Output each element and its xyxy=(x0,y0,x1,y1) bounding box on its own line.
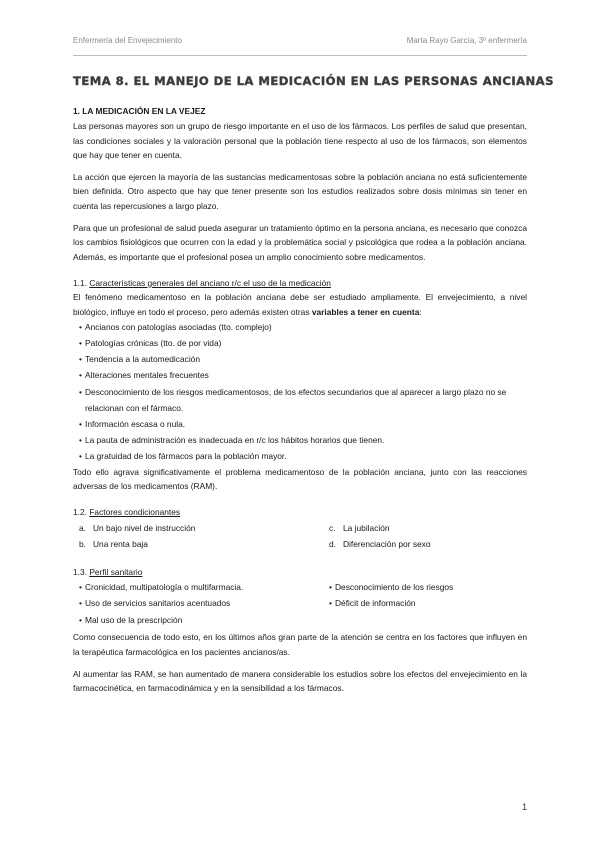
subsection-1-1-closing: Todo ello agrava significativamente el problema medicamentoso de la población anciana, junto con las reacciones adversas de los medicamentos (RAM). xyxy=(73,466,527,491)
subsection-1-3-heading xyxy=(73,565,527,579)
list-item: • Patologías crónicas (tto. de por vida) xyxy=(79,335,527,351)
page-header xyxy=(73,36,527,45)
subsection-1-1-intro xyxy=(73,290,527,319)
subsection-1-1-number: 1.1. xyxy=(73,277,87,288)
list-item: • La gratuidad de los fármacos para la población mayor. xyxy=(79,448,527,464)
list-item xyxy=(323,536,527,553)
subsection-1-2-title: Factores condicionantes xyxy=(89,507,181,518)
variables-list xyxy=(73,319,527,465)
header-course: Enfermería del Envejecimiento xyxy=(73,36,182,45)
document-title: TEMA 8. EL MANEJO DE LA MEDICACIÓN EN LAS PERSONAS ANCIANAS xyxy=(73,74,554,88)
list-item xyxy=(73,536,323,553)
list-item: • Ancianos con patologías asociadas (tto. complejo) xyxy=(79,319,527,335)
item-letter: a. xyxy=(79,522,86,533)
list-item: • La pauta de administración es inadecuada en r/c los hábitos horarios que tienen. xyxy=(79,432,527,448)
list-item: • Uso de servicios sanitarios acentuados xyxy=(79,595,329,612)
list-item: • Desconocimiento de los riesgos medicamentosos, de los efectos secundarios que al aparecer a largo plazo no se relacionan con el fármaco. xyxy=(79,384,527,416)
list-item: • Alteraciones mentales frecuentes xyxy=(79,367,527,383)
page-number: 1 xyxy=(521,802,527,812)
factors-list xyxy=(73,520,527,553)
section-1-paragraph-2: La acción que ejercen la mayoría de las sustancias medicamentosas sobre la población anciana no está suficientemente bien definida. Otro aspecto que hay que tener presente son los estudios realizados sobre dosis mínimas sin tener en cuenta las repercusiones a largo plazo. xyxy=(73,172,527,211)
subsection-1-2-number: 1.2. xyxy=(73,507,87,518)
list-item: • Mal uso de la prescripción xyxy=(79,612,329,629)
item-letter: c. xyxy=(329,522,336,533)
list-item: • Déficit de información xyxy=(329,595,533,612)
section-1-paragraph-3: Para que un profesional de salud pueda asegurar un tratamiento óptimo en la persona anciana, es necesario que conozca los cambios fisiológicos que ocurren con la edad y la problemática social y psicológica que rodea a la población anciana. Además, es importante que el profesional posea un amplio conocimiento sobre medicamentos. xyxy=(73,223,527,262)
header-divider xyxy=(73,55,527,56)
item-text: Un bajo nivel de instrucción xyxy=(93,522,196,533)
subsection-1-1-heading xyxy=(73,276,527,290)
intro-bold-text: variables a tener en cuenta xyxy=(311,306,420,317)
subsection-1-3-paragraph-2: Al aumentar las RAM, se han aumentado de manera considerable los estudios sobre los efectos del envejecimiento en la farmacocinética, en farmacodinámica y en la sensibilidad a los fármacos. xyxy=(73,668,527,694)
item-text: Diferenciación por sexo xyxy=(343,539,431,550)
subsection-1-3-paragraph-1: Como consecuencia de todo esto, en los últimos años gran parte de la atención se centra en los factores que influyen en la terapéutica farmacológica en los pacientes ancianos/as. xyxy=(73,632,527,657)
section-1-heading: 1. LA MEDICACIÓN EN LA VEJEZ xyxy=(73,106,206,116)
list-item xyxy=(323,520,527,537)
section-1-paragraph-1: Las personas mayores son un grupo de riesgo importante en el uso de los fármacos. Los perfiles de salud que presentan, las condiciones sociales y la valoración personal que la población tiene respecto al uso de los fármacos, son elementos que hay que tener en cuenta. xyxy=(73,121,527,160)
list-item: • Información escasa o nula. xyxy=(79,416,527,432)
page-content xyxy=(73,74,554,696)
item-text: Una renta baja xyxy=(93,539,148,550)
intro-text: El fenómeno medicamentoso en la población anciana debe ser estudiado ampliamente. El envejecimiento, a nivel biológico, influye en todo el proceso, pero además existen otras xyxy=(73,292,527,317)
subsection-1-2-heading xyxy=(73,505,527,519)
health-profile-list xyxy=(73,579,527,629)
list-item: • Tendencia a la automedicación xyxy=(79,351,527,367)
subsection-1-1-title: Características generales del anciano r/c el uso de la medicación xyxy=(89,277,331,288)
list-item: • Desconocimiento de los riesgos xyxy=(329,579,533,596)
item-letter: d. xyxy=(329,539,336,550)
item-letter: b. xyxy=(79,539,86,550)
list-item: • Cronicidad, multipatología o multifarmacia. xyxy=(79,579,329,596)
subsection-1-3-title: Perfil sanitario xyxy=(89,566,143,577)
subsection-1-3-number: 1.3. xyxy=(73,566,87,577)
header-author: Marta Rayo García, 3º enfermería xyxy=(406,36,527,45)
item-text: La jubilación xyxy=(343,522,390,533)
list-item xyxy=(73,520,323,537)
intro-colon: : xyxy=(419,306,422,317)
